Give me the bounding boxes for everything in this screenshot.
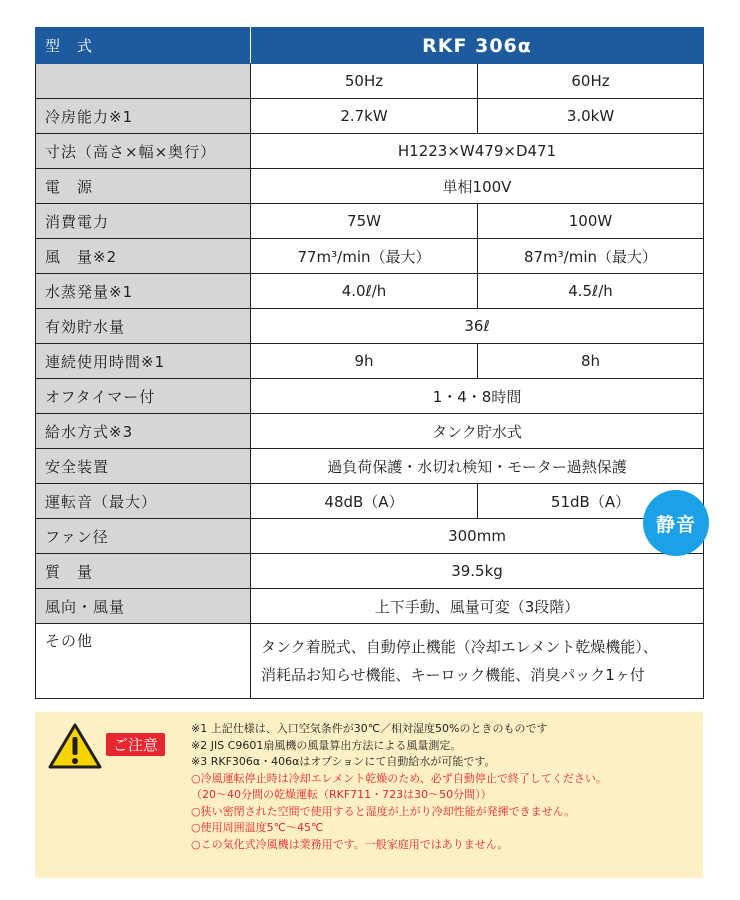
row-value: 1・4・8時間 xyxy=(251,379,704,414)
note-line: ○使用周囲温度5℃～45℃ xyxy=(191,821,324,834)
row-label: 有効貯水量 xyxy=(36,309,251,344)
row-label: 給水方式※3 xyxy=(36,414,251,449)
row-value: H1223×W479×D471 xyxy=(251,134,704,169)
spec-row-evaporation xyxy=(36,274,704,309)
value-60hz: 100W xyxy=(478,204,704,239)
spec-row-airflow xyxy=(36,239,704,274)
row-value: 300mm xyxy=(251,519,704,554)
note-line: ○狭い密閉された空間で使用すると湿度が上がり冷却性能が発揮できません。 xyxy=(191,804,576,818)
row-label: 運転音（最大） xyxy=(36,484,251,519)
value-60hz: 87m³/min（最大） xyxy=(478,239,704,274)
value-50hz: 9h xyxy=(251,344,478,379)
spec-row-weight xyxy=(36,554,704,589)
value-60hz: 8h xyxy=(478,344,704,379)
note-line: ※1 上記仕様は、入口空気条件が30℃／相対湿度50%のときのものです xyxy=(191,722,548,735)
value-60hz: 51dB（A） xyxy=(478,484,704,519)
value-50hz: 48dB（A） xyxy=(251,484,478,519)
row-value: 上下手動、風量可変（3段階） xyxy=(251,589,704,624)
row-label: 消費電力 xyxy=(36,204,251,239)
row-label: オフタイマー付 xyxy=(36,379,251,414)
row-label: 電 源 xyxy=(36,169,251,204)
value-50hz: 75W xyxy=(251,204,478,239)
row-label: ファン径 xyxy=(36,519,251,554)
row-value: 39.5kg xyxy=(251,554,704,589)
spec-table xyxy=(35,27,704,699)
freq-60: 60Hz xyxy=(478,64,704,99)
spec-row-off-timer xyxy=(36,379,704,414)
spec-row-other xyxy=(36,624,704,699)
row-value: 単相100V xyxy=(251,169,704,204)
model-row xyxy=(36,28,704,64)
row-label: その他 xyxy=(36,624,251,699)
spec-row-water-supply xyxy=(36,414,704,449)
value-50hz: 77m³/min（最大） xyxy=(251,239,478,274)
row-value: 36ℓ xyxy=(251,309,704,344)
spec-row-water-capacity xyxy=(36,309,704,344)
row-label: 冷房能力※1 xyxy=(36,99,251,134)
row-label: 質 量 xyxy=(36,554,251,589)
frequency-label-cell xyxy=(36,64,251,99)
row-label: 安全装置 xyxy=(36,449,251,484)
other-line-2: 消耗品お知らせ機能、キーロック機能、消臭パック1ヶ付 xyxy=(261,666,645,684)
freq-50: 50Hz xyxy=(251,64,478,99)
note-line: ○この気化式冷風機は業務用です。一般家庭用ではありません。 xyxy=(191,837,509,851)
row-value xyxy=(251,624,704,699)
frequency-row xyxy=(36,64,704,99)
row-value: タンク貯水式 xyxy=(251,414,704,449)
row-label: 風向・風量 xyxy=(36,589,251,624)
value-60hz: 3.0kW xyxy=(478,99,704,134)
row-value: 過負荷保護・水切れ検知・モーター過熱保護 xyxy=(251,449,704,484)
value-50hz: 4.0ℓ/h xyxy=(251,274,478,309)
value-60hz: 4.5ℓ/h xyxy=(478,274,704,309)
spec-row-power-consumption xyxy=(36,204,704,239)
other-line-1: タンク着脱式、自動停止機能（冷却エレメント乾燥機能）、 xyxy=(261,638,658,656)
spec-row-dimensions xyxy=(36,134,704,169)
spec-row-noise xyxy=(36,484,704,519)
note-line: ※3 RKF306α・406αはオプションにて自動給水が可能です。 xyxy=(191,755,496,768)
spec-row-fan-diameter xyxy=(36,519,704,554)
row-label: 連続使用時間※1 xyxy=(36,344,251,379)
caution-notes xyxy=(191,721,696,853)
spec-row-cooling xyxy=(36,99,704,134)
spec-row-airflow-direction xyxy=(36,589,704,624)
model-label: 型 式 xyxy=(36,28,251,64)
row-label: 水蒸発量※1 xyxy=(36,274,251,309)
note-line: ※2 JIS C9601扇風機の風量算出方法による風量測定。 xyxy=(191,738,462,752)
spec-row-safety xyxy=(36,449,704,484)
model-name: RKF 306α xyxy=(251,28,704,64)
caution-box xyxy=(35,712,703,878)
note-line: （20～40分間の乾燥運転（RKF711・723は30～50分間）） xyxy=(191,788,492,801)
value-50hz: 2.7kW xyxy=(251,99,478,134)
note-line: ○冷風運転停止時は冷却エレメント乾燥のため、必ず自動停止で終了してください。 xyxy=(191,771,607,785)
caution-label: ご注意 xyxy=(106,733,165,756)
row-label: 寸法（高さ×幅×奥行） xyxy=(36,134,251,169)
warning-triangle-icon xyxy=(48,722,102,770)
spec-row-power-source xyxy=(36,169,704,204)
spec-row-runtime xyxy=(36,344,704,379)
row-label: 風 量※2 xyxy=(36,239,251,274)
quiet-badge: 静音 xyxy=(643,490,709,556)
